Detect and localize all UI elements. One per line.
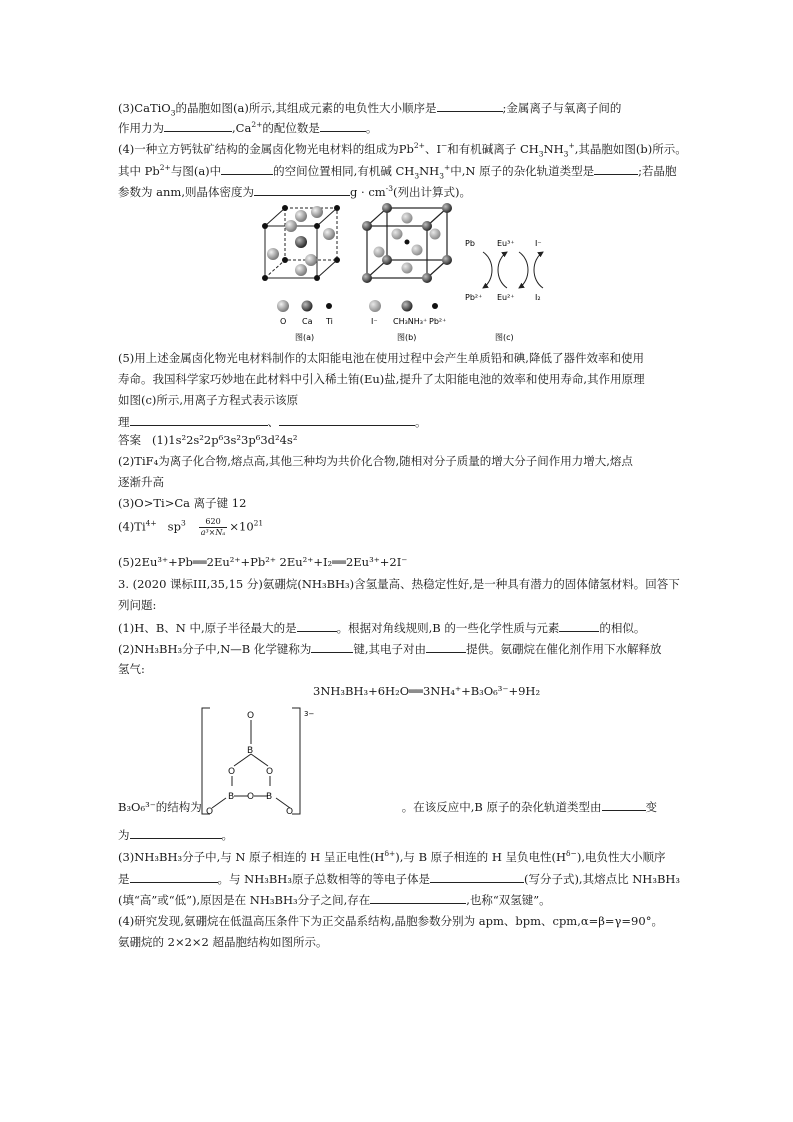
answer-blank[interactable] xyxy=(221,162,273,175)
q5-line1: (5)用上述金属卤化物光电材料制作的太阳能电池在使用过程中会产生单质铅和碘,降低了器件效率和使用 xyxy=(118,351,644,365)
svg-text:B: B xyxy=(266,792,273,802)
answer-line5: (5)2Eu³⁺+Pb══2Eu²⁺+Pb²⁺ 2Eu²⁺+I₂══2Eu³⁺+2I⁻ xyxy=(118,555,408,569)
legend-pb: Pb²⁺ xyxy=(429,317,447,326)
p3-q4-line1: (4)研究发现,氨硼烷在低温高压条件下为正交晶系结构,晶胞参数分别为 apm、bpm、cpm,α=β=γ=90°。 xyxy=(118,914,663,928)
legend-iodide: I⁻ xyxy=(371,317,378,326)
cycle-pb: Pb xyxy=(465,239,475,248)
svg-text:O: O xyxy=(228,767,236,777)
b3o6-line: B₃O₆³⁻的结构为 。在该反应中,B 原子的杂化轨道类型由 变 xyxy=(118,800,658,814)
legend-o: O xyxy=(280,317,287,326)
q4-line2: 其中 $Pb^{2+}$与图(a)中 的空间位置相同,有机碱 $CH_3NH_3^+$中,N 原子的杂化轨道类型是 ;若晶胞 xyxy=(118,163,677,181)
svg-text:O: O xyxy=(206,807,214,817)
q5-line3: 如图(c)所示,用离子方程式表示该原 xyxy=(118,393,299,407)
svg-text:O: O xyxy=(247,792,255,802)
cycle-i2: I₂ xyxy=(535,293,541,302)
p3-q3-line1: (3)NH₃BH₃分子中,与 N 原子相连的 H 呈正电性$(H^{\delta+})$,与 B 原子相连的 H 呈负电性$(H^{\delta-})$,电负性大小顺序 xyxy=(118,849,666,864)
cycle-eu2: Eu²⁺ xyxy=(497,293,515,302)
answer-blank[interactable] xyxy=(370,891,466,904)
cycle-pb2: Pb²⁺ xyxy=(465,293,483,302)
p3-q2: (2)NH₃BH₃分子中,N—B 化学键称为 键,其电子对由 提供。氨硼烷在催化剂作用下水解释放 xyxy=(118,642,662,656)
redox-cycle-c xyxy=(483,252,543,288)
cycle-eu3: Eu³⁺ xyxy=(497,239,515,248)
legend-ti: Ti xyxy=(326,317,333,326)
answer-blank[interactable] xyxy=(594,162,638,175)
legend-ca: Ca xyxy=(302,317,313,326)
answer-blank[interactable] xyxy=(437,99,503,112)
legend-a xyxy=(277,300,332,312)
answer-blank[interactable] xyxy=(254,183,350,196)
svg-text:B: B xyxy=(247,746,254,756)
figure-b-label: 图(b) xyxy=(397,333,417,342)
density-fraction: $\frac{620}{\text{a³×Nₐ}}$ xyxy=(200,517,226,537)
legend-methylammonium: CH₃NH₃⁺ xyxy=(393,317,428,326)
q4-line3: 参数为 anm,则晶体密度为 $g \cdot cm^{-3}$(列出计算式)。 xyxy=(118,184,471,199)
hydrolysis-equation: 3NH₃BH₃+6H₂O══3NH₄⁺+B₃O₆³⁻+9H₂ xyxy=(313,684,541,698)
answer-blank[interactable] xyxy=(130,826,222,839)
q5-line2: 寿命。我国科学家巧妙地在此材料中引入稀土铕(Eu)盐,提升了太阳能电池的效率和使用寿命,其作用原理 xyxy=(118,372,645,386)
answer-line2: (2)TiF₄为离子化合物,熔点高,其他三种均为共价化合物,随相对分子质量的增大分子间作用力增大,熔点 xyxy=(118,454,633,468)
answer-line1: 答案 (1)1s²2s²2p⁶3s²3p⁶3d²4s² xyxy=(118,433,298,447)
p3-q3-line2: 是 。与 NH₃BH₃原子总数相等的等电子体是 (写分子式),其熔点比 NH₃BH₃ xyxy=(118,872,681,886)
p3-q2b: 氢气: xyxy=(118,662,145,676)
p3-q1: (1)H、B、N 中,原子半径最大的是 。根据对角线规则,B 的一些化学性质与元素 的相似。 xyxy=(118,621,646,635)
answer-blank[interactable] xyxy=(602,798,646,811)
q4-line1: (4)一种立方钙钛矿结构的金属卤化物光电材料的组成为$Pb^{2+}$、I−和有机碱离子 $CH_3NH_3^+$,其晶胞如图(b)所示。 xyxy=(118,141,687,159)
q3-line2: 作用力为 $,Ca^{2+}$的配位数是 。 xyxy=(118,120,378,135)
answer-blank[interactable] xyxy=(130,413,268,426)
answer-line2b: 逐渐升高 xyxy=(118,475,164,489)
p3-line1: 3. (2020 课标III,35,15 分)氨硼烷(NH₃BH₃)含氢量高、热稳定性好,是一种具有潜力的固体储氢材料。回答下 xyxy=(118,577,680,591)
answer-blank[interactable] xyxy=(297,619,337,632)
svg-text:B: B xyxy=(228,792,235,802)
answer-blank[interactable] xyxy=(279,413,415,426)
q3-line1: (3)CaTiO$_3$的晶胞如图(a)所示,其组成元素的电负性大小顺序是 ;金属离子与氧离子间的 xyxy=(118,101,622,118)
svg-text:O: O xyxy=(286,807,294,817)
cycle-iodide: I⁻ xyxy=(535,239,542,248)
svg-text:O: O xyxy=(266,767,274,777)
answer-blank[interactable] xyxy=(311,640,353,653)
svg-text:O: O xyxy=(247,711,255,721)
answer-blank[interactable] xyxy=(430,870,524,883)
answer-blank[interactable] xyxy=(320,119,366,132)
crystal-figure xyxy=(255,198,555,346)
answer-line3: (3)O>Ti>Ca 离子键 12 xyxy=(118,496,247,510)
p3-line2: 列问题: xyxy=(118,598,157,612)
figure-c-label: 图(c) xyxy=(495,333,514,342)
charge-label: 3− xyxy=(304,710,315,718)
answer-blank[interactable] xyxy=(426,640,466,653)
figure-a-label: 图(a) xyxy=(295,333,315,342)
q5-line4: 理 、 。 xyxy=(118,415,427,429)
answer-blank[interactable] xyxy=(559,619,599,632)
p3-q3-line3: (填“高”或“低”),原因是在 NH₃BH₃分子之间,存在 ,也称“双氢键”。 xyxy=(118,893,551,907)
p3-q4-line2: 氨硼烷的 2×2×2 超晶胞结构如图所示。 xyxy=(118,935,328,949)
answer-blank[interactable] xyxy=(130,870,218,883)
answer-blank[interactable] xyxy=(164,119,232,132)
answer-line4: $(4)Ti^{4+}$ $sp^3$ $\frac{620}{\text{a³×Nₐ}}$ $\times 10^{21}$ xyxy=(118,517,264,537)
b3o6-line2: 为 。 xyxy=(118,828,233,842)
legend-b xyxy=(369,300,438,312)
